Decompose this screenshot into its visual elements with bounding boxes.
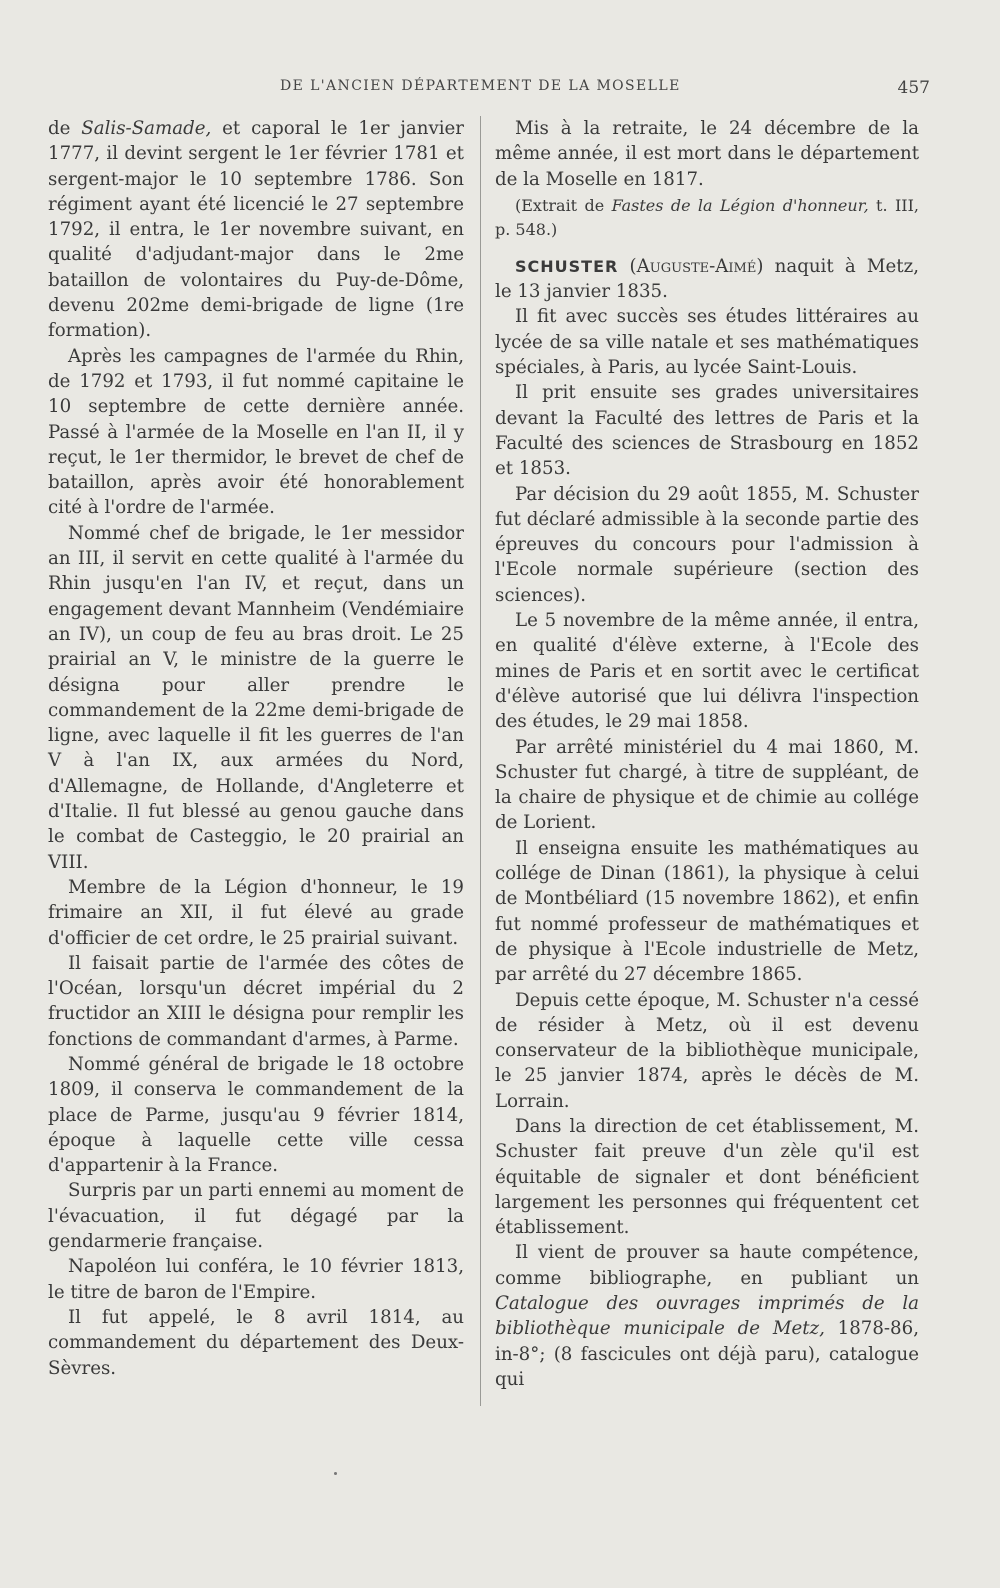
paragraph: Mis à la retraite, le 24 décembre de la même année, il est mort dans le département de la Moselle en 1817. xyxy=(495,118,919,190)
paragraph: Il prit ensuite ses grades universitaires devant la Faculté des lettres de Paris et la Faculté des sciences de Strasbourg en 1852 et 1853. xyxy=(495,382,919,480)
paragraph: Par décision du 29 août 1855, M. Schuster fut déclaré admissible à la seconde partie des épreuves du concours pour l'admission à l'Ecole normale supérieure (section des sciences). xyxy=(495,483,919,606)
page-number: 457 xyxy=(897,78,930,98)
page-header xyxy=(0,78,1000,100)
entry-heading: SCHUSTER (Auguste-Aimé) naquit à Metz, le 13 janvier 1835. xyxy=(495,255,919,303)
paragraph: Après les campagnes de l'armée du Rhin, de 1792 et 1793, il fut nommé capitaine le 10 septembre de cette dernière année. Passé à l'armée de la Moselle en l'an II, il y reçut, le 1er thermidor, le brevet de chef de bataillon, après avoir été honorablement cité à l'ordre de l'armée. xyxy=(48,345,464,519)
paragraph: Il fit avec succès ses études littéraires au lycée de sa ville natale et ses mathématiques spéciales, à Paris, au lycée Saint-Louis. xyxy=(495,306,919,379)
paragraph: Il fut appelé, le 8 avril 1814, au commandement du département des Deux-Sèvres. xyxy=(48,1306,464,1379)
entry-given-names: (Auguste-Aimé) xyxy=(629,255,764,277)
running-head: DE L'ANCIEN DÉPARTEMENT DE LA MOSELLE xyxy=(280,78,681,94)
paragraph: Il vient de prouver sa haute compétence, comme bibliographe, en publiant un Catalogue des ouvrages imprimés de la bibliothèque municipale de Metz, 1878-86, in-8°; (8 fascicules ont déjà paru), catalogue qui xyxy=(495,1242,919,1390)
ink-speck xyxy=(334,1472,337,1475)
column-rule xyxy=(480,116,481,1406)
paragraph: Surpris par un parti ennemi au moment de l'évacuation, il fut dégagé par la gendarmerie française. xyxy=(48,1180,464,1253)
paragraph: Il faisait partie de l'armée des côtes de l'Océan, lorsqu'un décret impérial du 2 fructidor an XIII le désigna pour remplir les fonctions de commandant d'armes, à Parme. xyxy=(48,952,464,1050)
right-column xyxy=(495,116,919,1392)
paragraph: Depuis cette époque, M. Schuster n'a cessé de résider à Metz, où il est devenu conservateur de la bibliothèque municipale, le 25 janvier 1874, après le décès de M. Lorrain. xyxy=(495,989,919,1112)
paragraph: Le 5 novembre de la même année, il entra, en qualité d'élève externe, à l'Ecole des mines de Paris et en sortit avec le certificat d'élève autorisé que lui délivra l'inspection des études, le 29 mai 1858. xyxy=(495,610,919,733)
paragraph: Napoléon lui conféra, le 10 février 1813, le titre de baron de l'Empire. xyxy=(48,1256,464,1303)
paragraph: Nommé général de brigade le 18 octobre 1809, il conserva le commandement de la place de Parme, jusqu'au 9 février 1814, époque à laquelle cette ville cessa d'appartenir à la France. xyxy=(48,1053,464,1177)
left-column xyxy=(48,116,464,1381)
paragraph: Nommé chef de brigade, le 1er messidor an III, il servit en cette qualité à l'armée du Rhin jusqu'en l'an IV, et reçut, dans un engagement devant Mannheim (Vendémiaire an IV), un coup de feu au bras droit. Le 25 prairial an V, le ministre de la guerre le désigna pour aller prendre le commandement de la 22me demi-brigade de ligne, avec laquelle il fit les guerres de l'an V à l'an IX, aux armées du Nord, d'Allemagne, de Hollande, d'Angleterre et d'Italie. Il fut blessé au genou gauche dans le combat de Casteggio, le 20 prairial an VIII. xyxy=(48,522,464,873)
source-citation: (Extrait de Fastes de la Légion d'honneur, t. III, p. 548.) xyxy=(495,195,919,239)
paragraph: de Salis-Samade, et caporal le 1er janvier 1777, il devint sergent le 1er février 1781 et sergent-major le 10 septembre 1786. Son régiment ayant été licencié le 27 septembre 1792, il entra, le 1er novembre suivant, en qualité d'adjudant-major dans le 2me bataillon de volontaires du Puy-de-Dôme, devenu 202me demi-brigade de ligne (1re formation). xyxy=(48,118,465,342)
paragraph: Par arrêté ministériel du 4 mai 1860, M. Schuster fut chargé, à titre de suppléant, de la chaire de physique et de chimie au collége de Lorient. xyxy=(495,736,919,834)
paragraph: Dans la direction de cet établissement, M. Schuster fait preuve d'un zèle qu'il est équitable de signaler et dont bénéficient largement les personnes qui fréquentent cet établissement. xyxy=(495,1115,919,1239)
paragraph: Membre de la Légion d'honneur, le 19 frimaire an XII, il fut élevé au grade d'officier de cet ordre, le 25 prairial suivant. xyxy=(48,876,464,949)
paragraph: Il enseigna ensuite les mathématiques au collége de Dinan (1861), la physique à celui de Montbéliard (15 novembre 1862), et enfin fut nommé professeur de mathématiques et de physique à l'Ecole industrielle de Metz, par arrêté du 27 décembre 1865. xyxy=(495,837,919,986)
entry-name: SCHUSTER xyxy=(515,256,619,276)
